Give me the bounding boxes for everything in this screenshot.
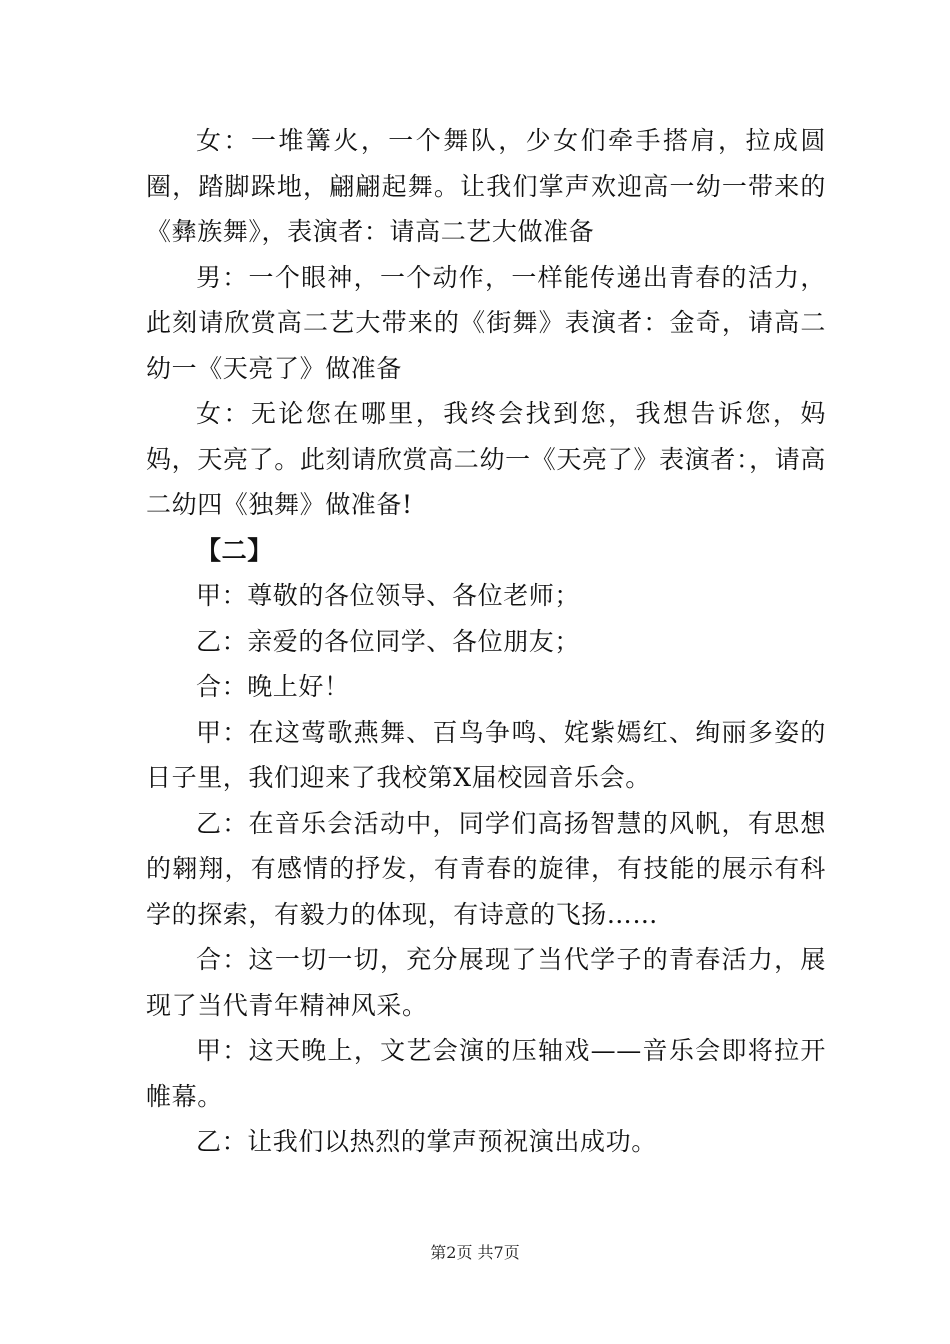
page-footer: 第2页 共7页 xyxy=(430,1243,520,1262)
paragraph-together-good-evening: 合：晚上好！ xyxy=(196,672,350,701)
document-body xyxy=(146,118,826,1165)
paragraph-yi-activities: 乙：在音乐会活动中，同学们高扬智慧的风帆，有思想的翱翔，有感情的抒发，有青春的旋律，有技能的展示有科学的探索，有毅力的体现，有诗意的飞扬…… xyxy=(146,808,826,929)
paragraph-jia-opening: 甲：在这莺歌燕舞、百鸟争鸣、姹紫嫣红、绚丽多姿的日子里，我们迎来了我校第X届校园音乐会。 xyxy=(146,717,826,792)
paragraph-male-street-dance: 男：一个眼神，一个动作，一样能传递出青春的活力，此刻请欣赏高二艺大带来的《街舞》表演者：金奇，请高二幼一《天亮了》做准备 xyxy=(146,262,826,383)
paragraph-yi-greeting: 乙：亲爱的各位同学、各位朋友； xyxy=(196,626,581,656)
paragraph-female-dawn: 女：无论您在哪里，我终会找到您，我想告诉您，妈妈，天亮了。此刻请欣赏高二幼一《天亮了》表演者：，请高二幼四《独舞》做准备! xyxy=(146,399,826,519)
paragraph-jia-greeting: 甲：尊敬的各位领导、各位老师； xyxy=(196,581,581,610)
section-heading-two: 【二】 xyxy=(196,535,273,565)
paragraph-yi-applause: 乙：让我们以热烈的掌声预祝演出成功。 xyxy=(196,1127,657,1156)
paragraph-jia-finale: 甲：这天晚上，文艺会演的压轴戏——音乐会即将拉开帷幕。 xyxy=(146,1036,826,1111)
paragraph-female-bonfire: 女：一堆篝火，一个舞队，少女们牵手搭肩，拉成圆圈，踏脚跺地，翩翩起舞。让我们掌声欢迎高一幼一带来的《彝族舞》，表演者：请高二艺大做准备 xyxy=(146,126,826,246)
paragraph-together-vitality: 合：这一切一切，充分展现了当代学子的青春活力，展现了当代青年精神风采。 xyxy=(146,945,826,1020)
